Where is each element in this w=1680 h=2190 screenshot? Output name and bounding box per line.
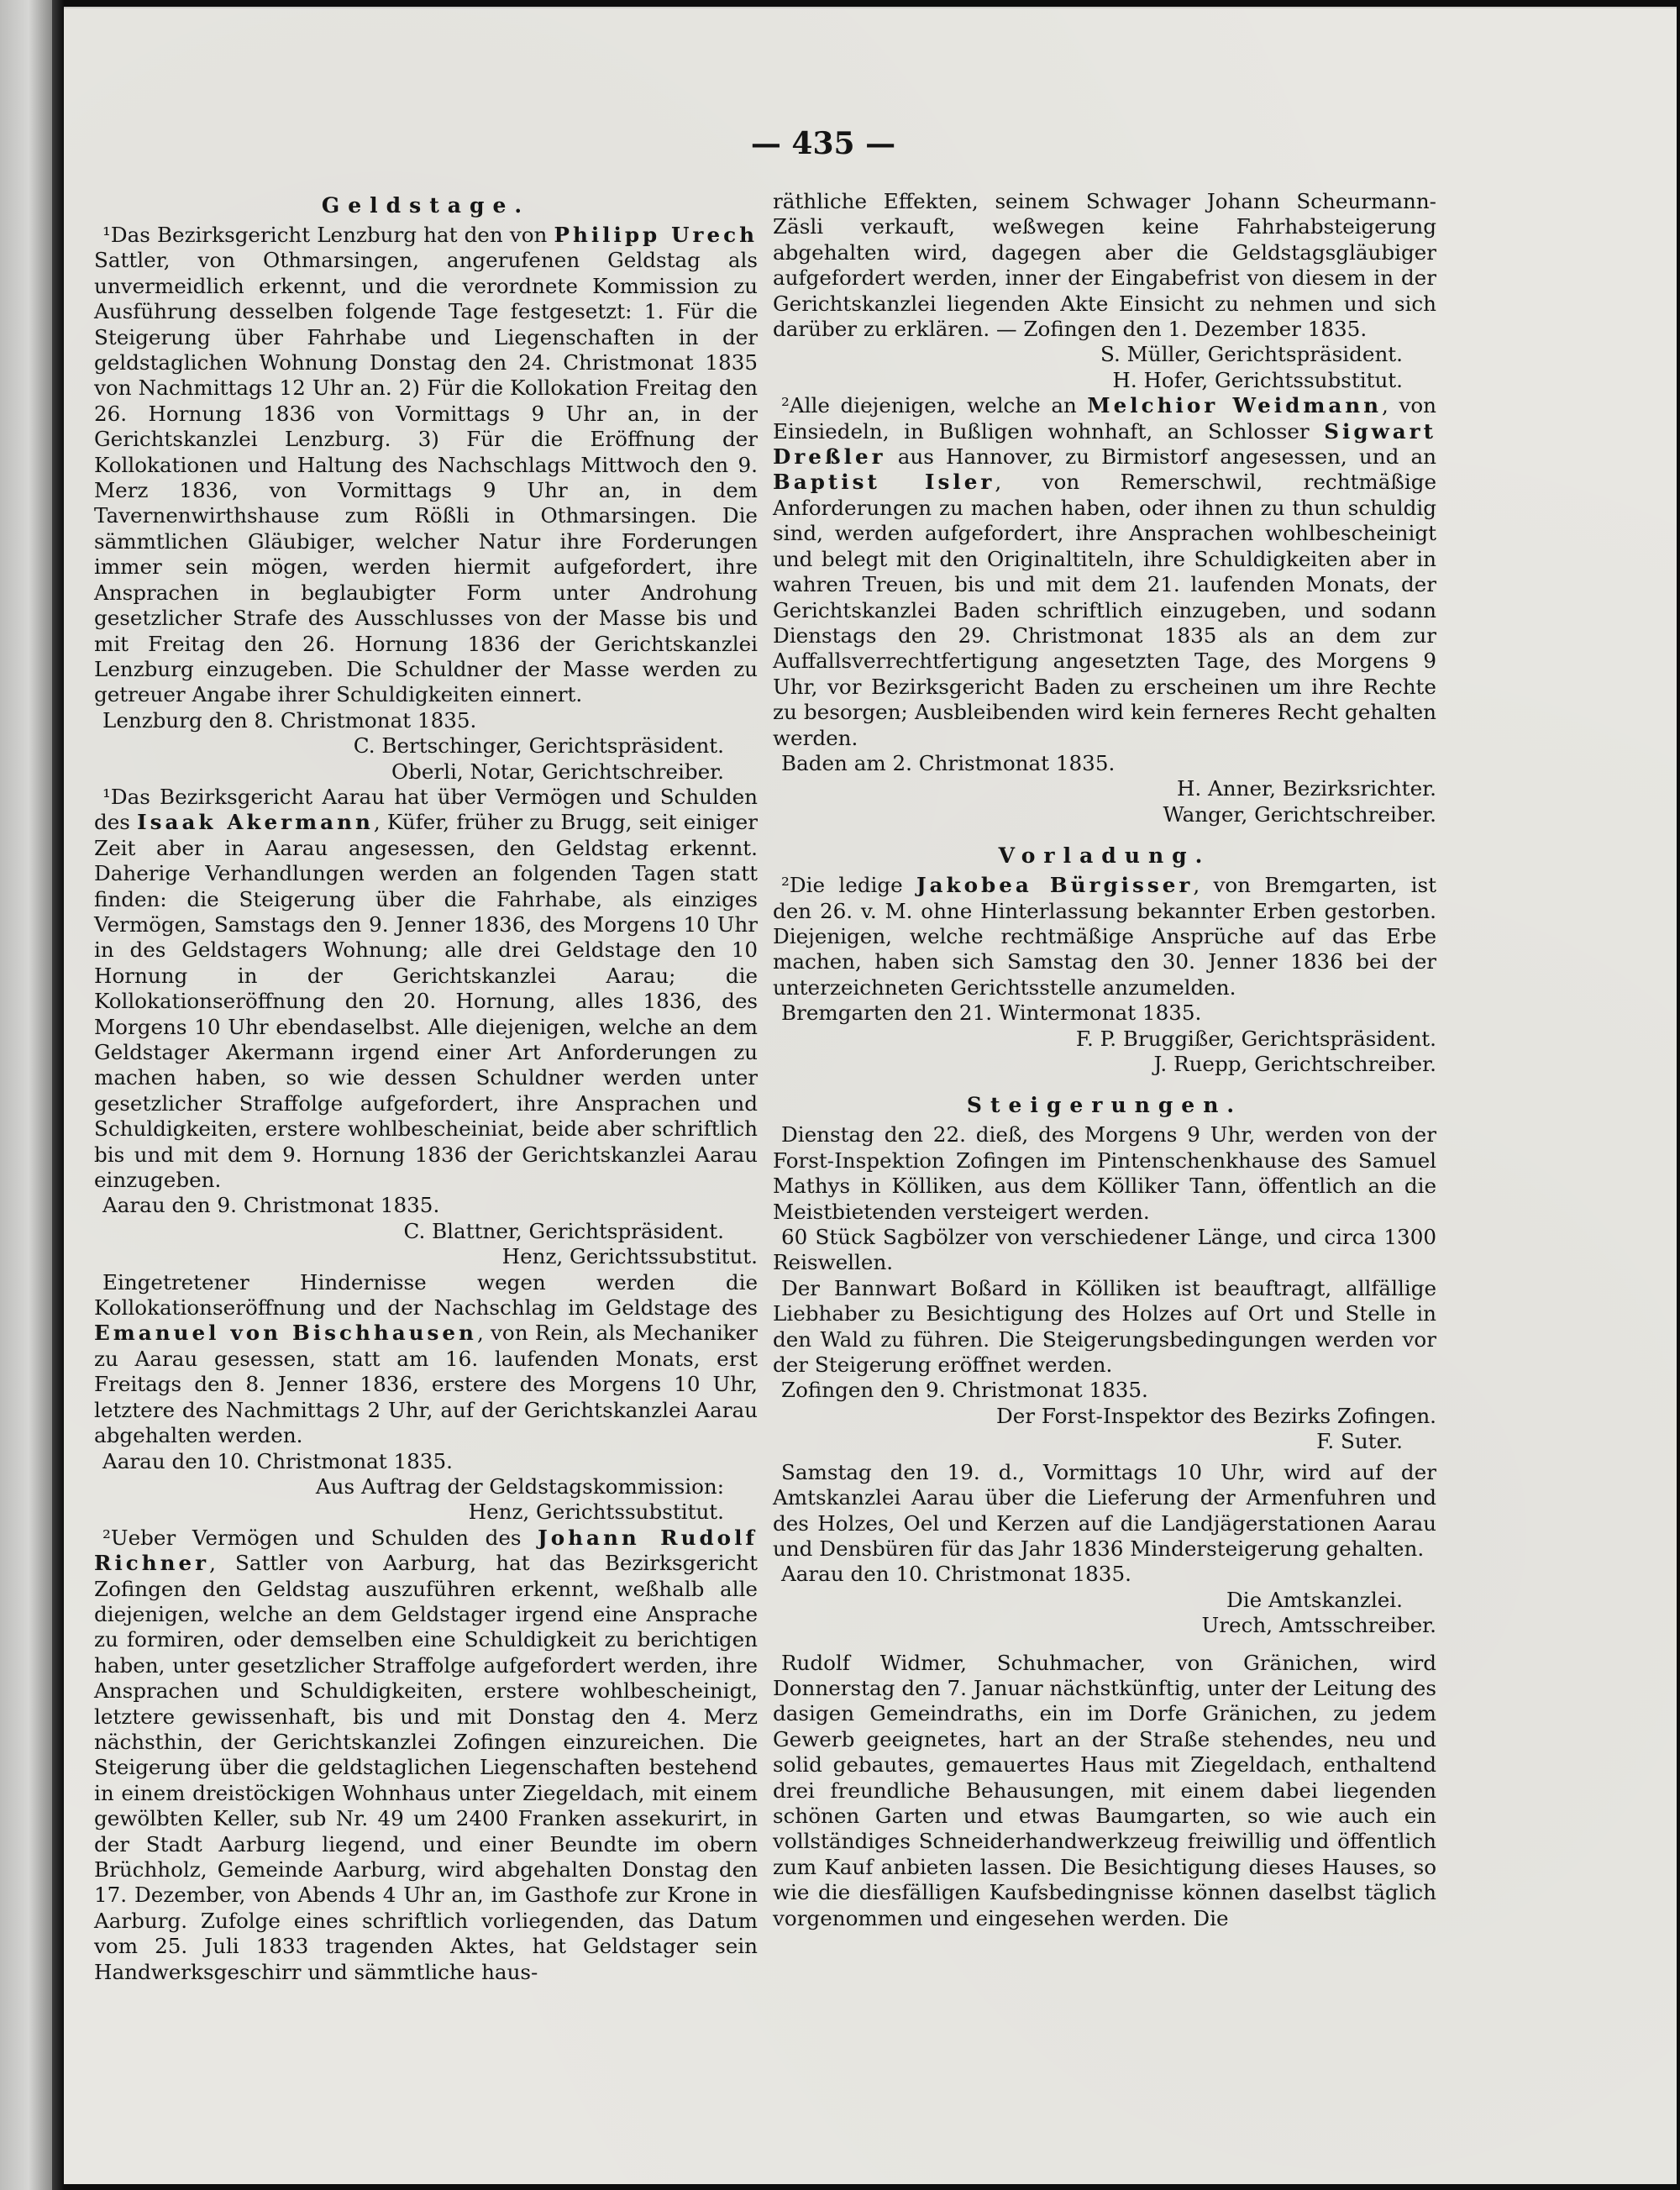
signature: F. Suter. (1316, 1429, 1403, 1454)
notice-text: ¹Das Bezirksgericht Aarau hat über Vermögen und Schulden des (94, 784, 758, 835)
dateline: Zofingen den 9. Christmonat 1835. (781, 1378, 1148, 1403)
dateline: Lenzburg den 8. Christmonat 1835. (102, 707, 477, 733)
notice-text: Eingetretener Hindernisse wegen werden die Kollokationseröffnung und der Nachschlag im Geldstage des (94, 1269, 758, 1321)
notice-text: , von Bremgarten, ist den 26. v. M. ohne Hinterlassung bekannter Erben gestorben. Diejenigen, welche rechtmäßige Ansprüche auf das Erbe machen, haben sich Samstag den 30. Jenner 1836 bei der unterzeichneten Gerichtsstelle anzumelden. (773, 873, 1436, 1000)
notice-text: 60 Stück Sagbölzer von verschiedener Länge, und circa 1300 Reiswellen. (773, 1225, 1436, 1275)
person-name: Melchior Weidmann (1087, 393, 1383, 418)
signature: H. Anner, Bezirksrichter. (1176, 776, 1436, 801)
signature: Henz, Gerichtssubstitut. (501, 1244, 758, 1269)
notice-richner (94, 1526, 758, 1985)
left-page-edge (0, 0, 52, 2190)
notice-text: Sattler, von Othmarsingen, angerufenen Geldstag als unvermeidlich erkennt, und die verordnete Kommission zu Ausführung desselben folgende Tage festgesetzt: 1. Für die Steigerung über Fahrhabe und Liegenschaften in der geldstaglichen Wohnung Donstag den 24. Christmonat 1835 von Nachmittags 12 Uhr an. 2) Für die Kollokation Freitag den 26. Hornung 1836 von Vormittags 9 Uhr an, in der Gerichtskanzlei Lenzburg. 3) Für die Eröffnung der Kollokationen und Haltung des Nachschlags Mittwoch den 9. Merz 1836, von Vormittags 9 Uhr an, in dem Tavernenwirthshause zum Rößli in Othmarsingen. Die sämmtlichen Gläubiger, welcher Natur ihre Forderungen immer sein mögen, werden hiermit aufgefordert, ihre Ansprachen in beglaubigter Form unter Androhung gesetzlicher Strafe des Ausschlusses von der Masse bis und mit Freitag den 26. Hornung 1836 der Gerichtskanzlei Lenzburg einzugeben. Die Schuldner der Masse werden zu getreuer Angabe ihrer Schuldigkeiten einnert. (94, 248, 758, 707)
person-name: Johann Rudolf Richner (94, 1525, 758, 1576)
person-name: Sigwart Dreßler (773, 418, 1436, 470)
notice-richner-continued (773, 189, 1436, 393)
notice-text: ²Die ledige (781, 873, 916, 898)
signature: Der Forst-Inspektor des Bezirks Zofingen. (996, 1403, 1436, 1428)
signature: Oberli, Notar, Gerichtschreiber. (391, 759, 724, 784)
dateline: Aarau den 9. Christmonat 1835. (102, 1193, 440, 1218)
signature: Henz, Gerichtssubstitut. (468, 1499, 724, 1525)
signature: J. Ruepp, Gerichtschreiber. (1153, 1052, 1436, 1076)
dateline: Aarau den 10. Christmonat 1835. (102, 1448, 453, 1473)
signature: Aus Auftrag der Geldstagskommission: (315, 1473, 724, 1499)
notice-text: , von Remerschwil, rechtmäßige Anforderungen zu machen haben, oder ihnen zu thun schuldig sind, werden aufgefordert, ihre Ansprachen wohlbescheinigt und belegt mit den Originaltiteln, ihre Schuldigkeiten aber in wahren Treuen, bis und mit dem 21. laufenden Monats, der Gerichtskanzlei Baden schriftlich einzugeben, und sodann Dienstags den 29. Christmonat 1835 als an dem zur Auffallsverrechtfertigung angesetzten Tage, des Morgens 9 Uhr, vor Bezirksgericht Baden zu erscheinen um ihre Rechte zu besorgen; Ausbleibenden wird kein ferneres Recht gehalten werden. (773, 470, 1436, 750)
left-column (94, 189, 758, 1985)
person-name: Emanuel von Bischhausen (94, 1321, 477, 1346)
notice-text: Rudolf Widmer, Schuhmacher, von Gränichen, wird Donnerstag den 7. Januar nächstkünftig, unter der Leitung des dasigen Gemeindraths, ein im Dorfe Gränichen, zu jedem Gewerb geeignetes, hart an der Straße stehendes, neu und solid gebautes, gemauertes Haus mit Ziegeldach, enthaltend drei freundliche Behausungen, mit einem dabei liegenden schönen Garten und etwas Baumgarten, so wie auch ein vollständiges Schneiderhandwerkzeug freiwillig und öffentlich zum Kauf anbieten lassen. Die Besichtigung dieses Hauses, so wie die diesfälligen Kaufsbedingnisse können daselbst täglich vorgenommen und eingesehen werden. Die (773, 1650, 1436, 1930)
notice-bischhausen (94, 1270, 758, 1526)
notice-urech (94, 223, 758, 785)
signature: Urech, Amtsschreiber. (1201, 1613, 1436, 1638)
notice-text: ²Ueber Vermögen und Schulden des (102, 1525, 538, 1550)
person-name: Jakobea Bürgisser (916, 873, 1194, 898)
section-heading-steigerungen: Steigerungen. (966, 1093, 1243, 1118)
page-number: — 435 — (750, 126, 896, 161)
notice-weidmann (773, 393, 1436, 827)
notice-text: , Küfer, früher zu Brugg, seit einiger Zeit aber in Aarau angesessen, den Geldstag erkennt. Daherige Verhandlungen werden an folgenden Tagen statt finden: die Steigerung über die Fahrhabe, als einziges Vermögen, Samstags den 9. Jenner 1836, des Morgens 10 Uhr in des Geldstagers Wohnung; alle drei Geldstage den 10 Hornung in der Gerichtskanzlei Aarau; die Kollokationseröffnung den 20. Hornung, alles 1836, des Morgens 10 Uhr ebendaselbst. Alle diejenigen, welche an dem Geldstager Akermann irgend einer Art Anforderungen zu machen haben, so wie dessen Schuldner werden unter gesetzlicher Straffolge aufgefordert, ihre Ansprachen und Schuldigkeiten, erstere wohlbescheiniat, beide aber schriftlich bis und mit dem 9. Hornung 1836 der Gerichtskanzlei Aarau einzugeben. (94, 810, 758, 1193)
notice-text: Der Bannwart Boßard in Kölliken ist beauftragt, allfällige Liebhaber zu Besichtigung des Holzes auf Ort und Stelle in den Wald zu führen. Die Steigerungsbedingungen werden vor der Steigerung eröffnet werden. (773, 1275, 1436, 1378)
person-name: Baptist Isler (773, 470, 995, 495)
notice-text: aus Hannover, zu Birmistorf angesessen, und an (885, 444, 1436, 470)
signature: S. Müller, Gerichtspräsident. (1100, 342, 1403, 367)
notice-amtskanzlei (773, 1460, 1436, 1639)
signature: C. Bertschinger, Gerichtspräsident. (353, 733, 724, 759)
signature: Wanger, Gerichtschreiber. (1163, 801, 1436, 827)
notice-text: , Sattler von Aarburg, hat das Bezirksgericht Zofingen den Geldstag auszuführen erkennt, weßhalb alle diejenigen, welche an dem Geldstager irgend eine Ansprache zu formiren, oder demselben eine Schuldigkeit zu berichtigen haben, unter gesetzlicher Straffolge aufgefordert werden, ihre Ansprachen und Schuldigkeiten, erstere wohlbescheinigt, letztere gewissenhaft, bis und mit Donstag den 4. Merz nächsthin, der Gerichtskanzlei Zofingen einzureichen. Die Steigerung über die geldstaglichen Liegenschaften bestehend in einem dreistöckigen Wohnhaus unter Ziegeldach, mit einem gewölbten Keller, sub Nr. 49 um 2400 Franken assekurirt, in der Stadt Aarburg liegend, und einer Beundte im obern Brüchholz, Gemeinde Aarburg, wird abgehalten Donstag den 17. Dezember, von Abends 4 Uhr an, im Gasthofe zur Krone in Aarburg. Zufolge eines schriftlich vorliegenden, das Datum vom 25. Juli 1833 tragenden Aktes, hat Geldstager sein Handwerksgeschirr und sämmtliche haus- (94, 1551, 758, 1984)
right-column (773, 189, 1436, 1931)
book-gutter (52, 0, 64, 2190)
notice-text: , von Einsiedeln, in Bußligen wohnhaft, an Schlosser (773, 393, 1436, 444)
section-heading-geldstage: Geldstage. (321, 193, 531, 218)
notice-widmer (773, 1651, 1436, 1931)
person-name: Isaak Akermann (137, 810, 374, 835)
notice-text: ¹Das Bezirksgericht Lenzburg hat den von (102, 223, 554, 247)
notice-text: Samstag den 19. d., Vormittags 10 Uhr, wird auf der Amtskanzlei Aarau über die Lieferung der Armenfuhren und des Holzes, Oel und Kerzen auf die Landjägerstationen Aarau und Densbüren für das Jahr 1836 Mindersteigerung gehalten. (773, 1459, 1436, 1561)
signature: H. Hofer, Gerichtssubstitut. (1112, 367, 1403, 392)
notice-forst-inspektion (773, 1122, 1436, 1454)
notice-akermann (94, 785, 758, 1270)
notice-text: Dienstag den 22. dieß, des Morgens 9 Uhr, werden von der Forst-Inspektion Zofingen im Pintenschenkhause des Samuel Mathys in Kölliken, aus dem Kölliker Tann, öffentlich an die Meistbietenden versteigert werden. (773, 1122, 1436, 1224)
signature: Die Amtskanzlei. (1226, 1587, 1403, 1612)
signature: C. Blattner, Gerichtspräsident. (403, 1218, 724, 1243)
notice-buergisser (773, 873, 1436, 1077)
dateline: Bremgarten den 21. Wintermonat 1835. (781, 1000, 1202, 1026)
dateline: Aarau den 10. Christmonat 1835. (781, 1562, 1131, 1587)
notice-text: , von Rein, als Mechaniker zu Aarau gesessen, statt am 16. laufenden Monats, erst Freitags den 8. Jenner 1836, erstere des Morgens 10 Uhr, letztere des Nachmittags 2 Uhr, auf der Gerichtskanzlei Aarau abgehalten werden. (94, 1321, 758, 1448)
notice-text: räthliche Effekten, seinem Schwager Johann Scheurmann-Zäsli verkauft, weßwegen keine Fahrhabsteigerung abgehalten wird, dagegen aber die Geldstagsgläubiger aufgefordert werden, inner der Eingabefrist von diesem in der Gerichtskanzlei liegenden Akte Einsicht zu nehmen und sich darüber zu erklären. — Zofingen den 1. Dezember 1835. (773, 189, 1436, 342)
person-name: Philipp Urech (554, 223, 759, 247)
notice-text: ²Alle diejenigen, welche an (781, 393, 1088, 418)
signature: F. P. Bruggißer, Gerichtspräsident. (1075, 1026, 1436, 1051)
dateline: Baden am 2. Christmonat 1835. (781, 750, 1116, 775)
section-heading-vorladung: Vorladung. (998, 843, 1211, 869)
